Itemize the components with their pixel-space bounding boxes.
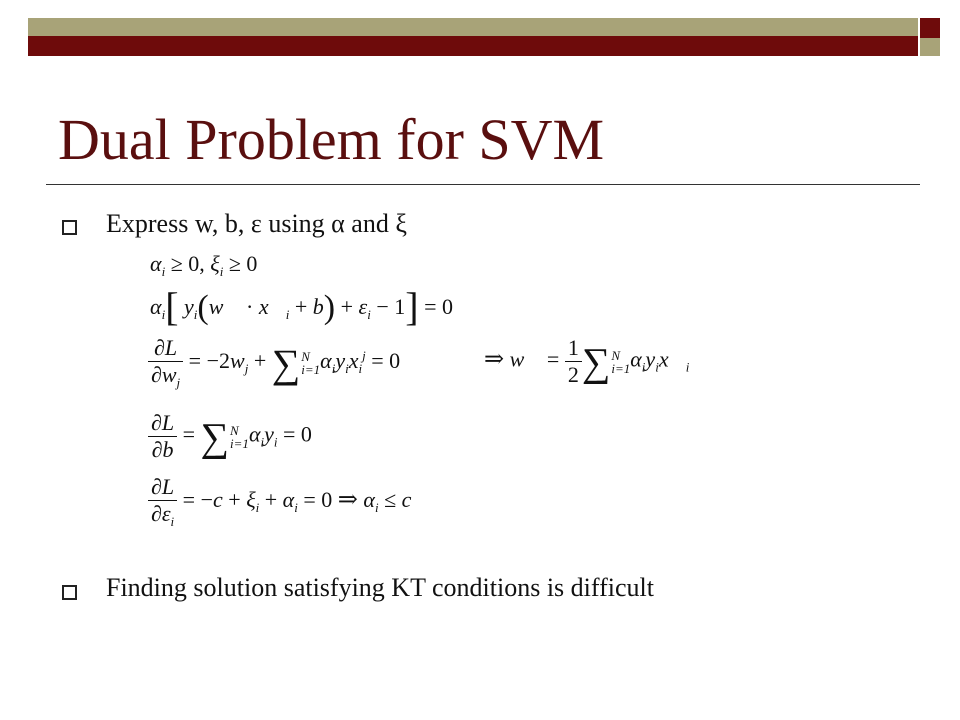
equation-dl-db: $\frac{\partial L}{\partial b}$ = ∑N $i=1\alpha_iy_i = 0$: [148, 410, 312, 463]
equation-dl-dw: $\frac{\partial L}{\partial w_j}$ = $-2w_j + \sum N$ $i=1\alpha_iy_ix_i^j = 0$: [148, 335, 400, 391]
header-corner-square-top: [920, 18, 940, 38]
equation-nonnegativity: $\alpha_i \ge 0$, $\xi_i \ge 0$: [150, 251, 258, 279]
header-bar-top: [28, 18, 918, 36]
equation-dl-depsilon: $\frac{\partial L}{\partial\varepsilon_i}$ = $-c + \xi_i + \alpha_i = 0$ ⇒ $\alpha_i \le c$: [148, 474, 411, 530]
title-divider: [46, 184, 920, 185]
bullet-text-2: Finding solution satisfying KT conditions is difficult: [106, 573, 654, 602]
equation-complementary-slackness: $\alpha_i$[ $y_i(w⃗$ · $x⃗_i + b) + \varepsilon_i - 1] = 0$: [150, 284, 454, 329]
bullet-text-1: Express w, b, ε using α and ξ: [106, 209, 407, 238]
equation-w-solution: ⇒ w⃗ = $\frac{1}{2}$ ∑N $i=1\alpha_iy_ix⃗_i$: [484, 335, 690, 387]
bullet-square-icon: [62, 220, 77, 235]
header-bar-bottom: [28, 36, 918, 56]
bullet-square-icon: [62, 585, 77, 600]
slide-title: Dual Problem for SVM: [58, 107, 605, 172]
header-corner-square-bottom: [920, 38, 940, 56]
